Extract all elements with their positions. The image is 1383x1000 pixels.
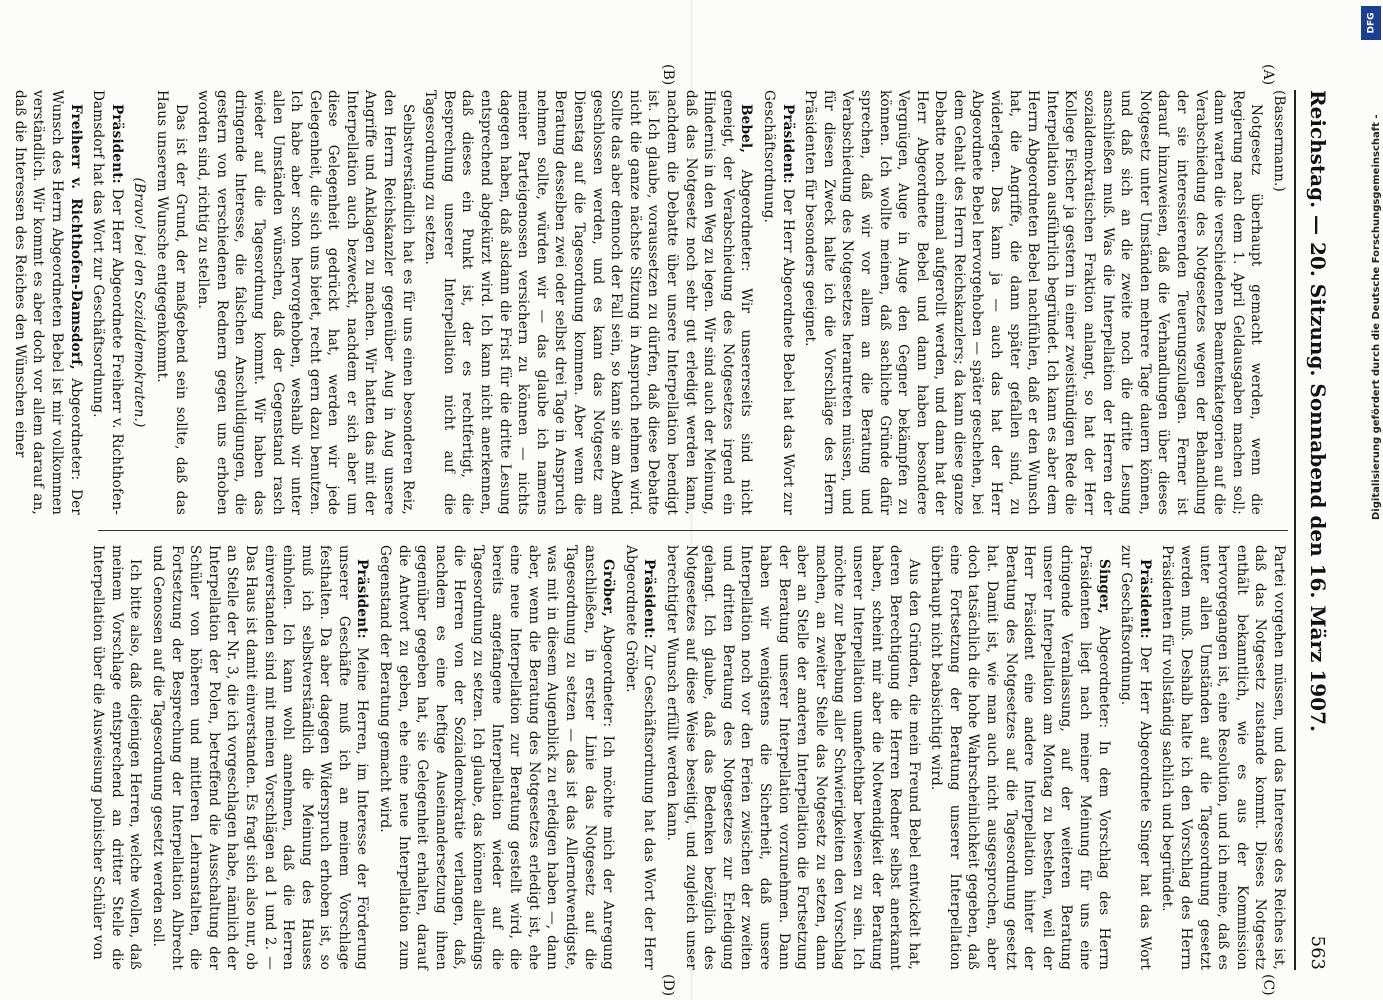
paragraph-text: Partei vorgehen müssen, und das Interesse des Reiches ist, daß das Notgesetz zustande kommt. Dieses Notgesetz enthält bekanntlich, wie es aus der Kommission hervorgegangen ist, eine Resolution, und ich meine, daß es unter allen Umständen auf die Tagesordnung gesetzt werden muß. Deshalb halte ich den Vorschlag des Herrn Präsidenten für vollständig sachlich und begründet. xyxy=(1159,545,1287,970)
margin-label-c: (C) xyxy=(1260,974,1276,996)
paragraph-text: Notgesetz überhaupt gemacht werden, wenn die Regierung nach dem 1. April Geldausgaben machen soll; dann warten die verschiedenen Beamtenkategorien auf die Verabschiedung des Notgesetzes wegen der Behandlung der sie interessierenden Teuerungszulagen. Ferner ist darauf hinzuweisen, daß die Verhandlungen über dieses Notgesetz unter Umständen mehrere Tage dauern können, und daß sich an die zweite noch die dritte Lesung anschließen muß. Was die Interpellation der Herren der sozialdemokratischen Fraktion anlangt, so hat der Herr Kollege Fischer ja gestern in einer zweistündigen Rede die Interpellation ausführlich begründet. Ich kann es aber dem Herrn Abgeordneten Bebel nachfühlen, daß er den Wunsch hat, die Angriffe, die dann später gefallen sind, zu widerlegen. Das kann ja — auch das hat der Herr Abgeordnete Bebel hervorgehoben — später geschehen, bei dem Gehalt des Herrn Reichskanzlers; da kann diese ganze Debatte noch einmal aufgerollt werden, und dann hat der Herr Abgeordnete Bebel und dann haben besondere Vergnügen, Auge in Auge den Gegner bekämpfen zu können. Ich wollte meinen, daß sachliche Gründe dafür sprechen, daß wir vor allem an die Beratung und Verabschiedung des Notgesetzes herantreten müssen, und für diesen Zweck halte ich die Vorschläge des Herrn Präsidenten für besonders geeignet. xyxy=(802,90,1265,515)
column-divider xyxy=(98,530,1288,531)
paragraph xyxy=(152,90,189,515)
paragraph xyxy=(194,90,417,515)
paragraph-text: Zur Geschäftsordnung hat das Wort der Herr Abgeordnete Gröber. xyxy=(622,545,658,970)
page-number: 563 xyxy=(1307,935,1329,970)
speaker-name: Präsident: xyxy=(779,104,796,184)
paragraph xyxy=(1158,545,1288,970)
paragraph xyxy=(421,90,756,515)
paragraph-text: Abgeordneter: Ich möchte mich der Anregung anschließen, in erster Linie das Notgesetz auf die Tagesordnung zu setzen — das ist das Allernotwendigste, was mit in diesem Augenblick zu erledigen haben —, dann aber, wenn die Beratung des Notgesetzes erledigt ist, ehe eine neue Interpellation zur Beratung gestellt wird, die bereits angefangene Interpellation wieder auf die Tagesordnung zu setzen. Ich glaube, das können allerdings die Herren von der Sozialdemokratie verlangen, daß, nachdem es eine heftige Auseinandersetzung ihnen gegenüber gegeben hat, sie Gelegenheit erhalten, darauf die Antwort zu geben, ehe eine neue Interpellation zum Gegenstand der Beratung gemacht wird. xyxy=(377,545,617,970)
paragraph-text: Abgeordneter: Wir unsererseits sind nicht geneigt, der Verabschiedung des Notgesetzes irgend ein Hindernis in den Weg zu legen. Wir sind auch der Meinung, daß das Notgesetz noch sehr gut erledigt werden kann, nachdem die Debatte über unsere Interpellation beendigt ist. Ich glaube, voraussetzen zu dürfen, daß diese Debatte nicht die ganze nächste Sitzung in Anspruch nehmen wird. Sollte das aber dennoch der Fall sein, so kann sie am Abend geschlossen werden, und es kann das Notgesetz am Dienstag auf die Tagesordnung kommen. Aber wenn die Beratung desselben zwei oder selbst drei Tage in Anspruch nehmen sollte, würden wir — das glaube ich namens meiner Parteigenossen versichern zu können — nichts dagegen haben, daß alsdann die Frist für die dritte Lesung entsprechend abgekürzt wird. Ich kann nicht anerkennen, daß dieses ein Punkt ist, der es rechtfertigt, die Besprechung unserer Interpellation nicht auf die Tagesordnung zu setzen. xyxy=(422,90,755,515)
right-column xyxy=(85,545,1288,970)
margin-label-b: (B) xyxy=(660,64,676,86)
paragraph xyxy=(89,545,145,970)
paragraph-text: Der Herr Abgeordnete Bebel hat das Wort zur Geschäftsordnung. xyxy=(760,90,796,515)
dfg-logo: DFG xyxy=(1361,6,1381,40)
paragraph xyxy=(1117,545,1154,970)
paragraph xyxy=(801,90,1266,515)
paragraph xyxy=(10,90,84,515)
paragraph-text: Selbstverständlich hat es für uns einen besonderen Reiz, den Herrn Reichskanzler gegenüber Aug in Aug unsere Angriffe und Anklagen zu machen. Wir hatten das mit der Interpellation auch bezweckt, nachdem er sich aber um diese Gelegenheit gedrückt hat, werden wir jede Gelegenheit, die sich uns bietet, recht gern dazu benutzen. Ich habe aber schon hervorgehoben, weshalb wir unter allen Umständen wünschen, daß der Gegenstand rasch wieder auf die Tagesordnung kommt. Wir haben das dringende Interesse, die falschen Anschuldigungen, die gestern von verschiedenen Rednern gegen uns erhoben worden sind, richtig zu stellen. xyxy=(195,90,416,515)
paragraph xyxy=(89,90,126,515)
paragraph xyxy=(376,545,618,970)
speaker-name: Singer, xyxy=(1095,559,1112,614)
margin-label-d: (D) xyxy=(660,974,676,997)
speaker-name: Präsident: xyxy=(108,104,125,184)
paragraph-text: Der Herr Abgeordnete Singer hat das Wort zur Geschäftsordnung. xyxy=(1118,545,1153,970)
paragraph xyxy=(927,545,1113,970)
paragraph xyxy=(662,545,922,970)
paragraph-text: Abgeordneter: Der Wunsch des Herrn Abgeordneten Bebel ist mir vollkommen verständlich. Wir kommt es aber doch vor allem darauf an, daß die Interessen des Reiches den Wünschen einer xyxy=(11,90,84,515)
margin-label-a: (A) xyxy=(1260,64,1276,86)
speaker-name: Freiherr v. Richthofen-Damsdorf, xyxy=(67,104,84,370)
left-column xyxy=(6,90,1288,515)
speaker-name: Gröber, xyxy=(600,559,617,617)
speaker-name: Präsident: xyxy=(1136,559,1153,639)
rotated-page xyxy=(11,64,1336,997)
speaker-name: Präsident: xyxy=(641,559,658,639)
speaker-name: Bebel, xyxy=(738,104,755,154)
paragraph xyxy=(621,545,658,970)
page-header xyxy=(1300,90,1336,970)
paragraph xyxy=(148,545,371,970)
funding-credit: Digitalisierung gefördert durch die Deutsche Forschungsgemeinschaft - xyxy=(1371,114,1382,520)
paragraph-text: Der Herr Abgeordnete Freiherr v. Richthofen-Damsdorf hat das Wort zur Geschäftsordnung. xyxy=(90,90,125,515)
speaker-continuation: (Bassermann.) xyxy=(1271,90,1287,192)
stage-direction: (Bravo! bei den Sozialdemokraten.) xyxy=(131,177,148,428)
paragraph-text: Meine Herren, im Interesse der Förderung unserer Geschäfte muß ich an meinem Vorschlage festhalten. Da aber dagegen Widerspruch erhoben ist, so muß ich selbstverständlich die Meinung des Hauses einholen. Ich kann wohl annehmen, daß die Herren einverstanden sind mit meinen Vorschlägen ad 1 und 2. — Das Haus ist damit einverstanden. Es fragt sich also nur, ob an Stelle der Nr. 3, die ich vorgeschlagen habe, nämlich der Interpellation der Polen, betreffend die Ausschaltung der Schüler von höheren und mittleren Lehranstalten, die Fortsetzung der Besprechung der Interpellation Albrecht und Genossen auf die Tagesordnung gesetzt werden soll. xyxy=(149,545,371,970)
running-title: Reichstag. — 20. Sitzung. Sonnabend den 16. März 1907. xyxy=(1306,90,1330,732)
speaker-name: Präsident: xyxy=(354,559,371,639)
paragraph-text: Ich bitte also, daß diejenigen Herren, welche wollen, daß meinem Vorschlage entsprechend an dritter Stelle die Interpellation über die Ausweisung polnischer Schüler von xyxy=(90,545,144,970)
paragraph-text: Abgeordneter: In dem Vorschlag des Herrn Präsidenten liegt nach meiner Meinung für uns eine dringende Veranlassung, auf der weiteren Beratung unserer Interpellation am Montag zu bestehen, weil der Herr Präsident eine andere Interpellation hinter der Beratung des Notgesetzes auf die Tagesordnung gesetzt hat. Damit ist, wie man auch nicht ausgesprochen, aber doch tatsächlich die hohe Wahrscheinlichkeit gegeben, daß eine Fortsetzung der Beratung unserer Interpellation überhaupt nicht beabsichtigt wird. xyxy=(928,545,1112,970)
paragraph-text: Aus den Gründen, die mein Freund Bebel entwickelt hat, deren Berechtigung die Herren Redner selbst anerkannt haben, scheint mir aber die Notwendigkeit der Beratung unserer Interpellation unanfechtbar bewiesen zu sein. Ich möchte zur Behebung aller Schwierigkeiten den Vorschlag machen, an zweiter Stelle das Notgesetz zu setzen, dann aber an Stelle der anderen Interpellation die Fortsetzung der Beratung unserer Interpellation vorzunehmen. Dann haben wir wenigstens die Sicherheit, daß unsere Interpellation noch vor den Ferien zwischen der zweiten und dritten Beratung des Notgesetzes zur Erledigung gelangt. Ich glaube, daß das Bedenken bezüglich des Notgesetzes auf diese Weise beseitigt, und zugleich unser berechtigter Wunsch erfüllt werden kann. xyxy=(664,545,922,970)
paragraph xyxy=(759,90,796,515)
paragraph-text: Das ist der Grund, der maßgebend sein sollte, daß das Haus unserem Wunsche entgegenkommt. xyxy=(153,90,189,515)
header-rule xyxy=(1294,90,1296,970)
